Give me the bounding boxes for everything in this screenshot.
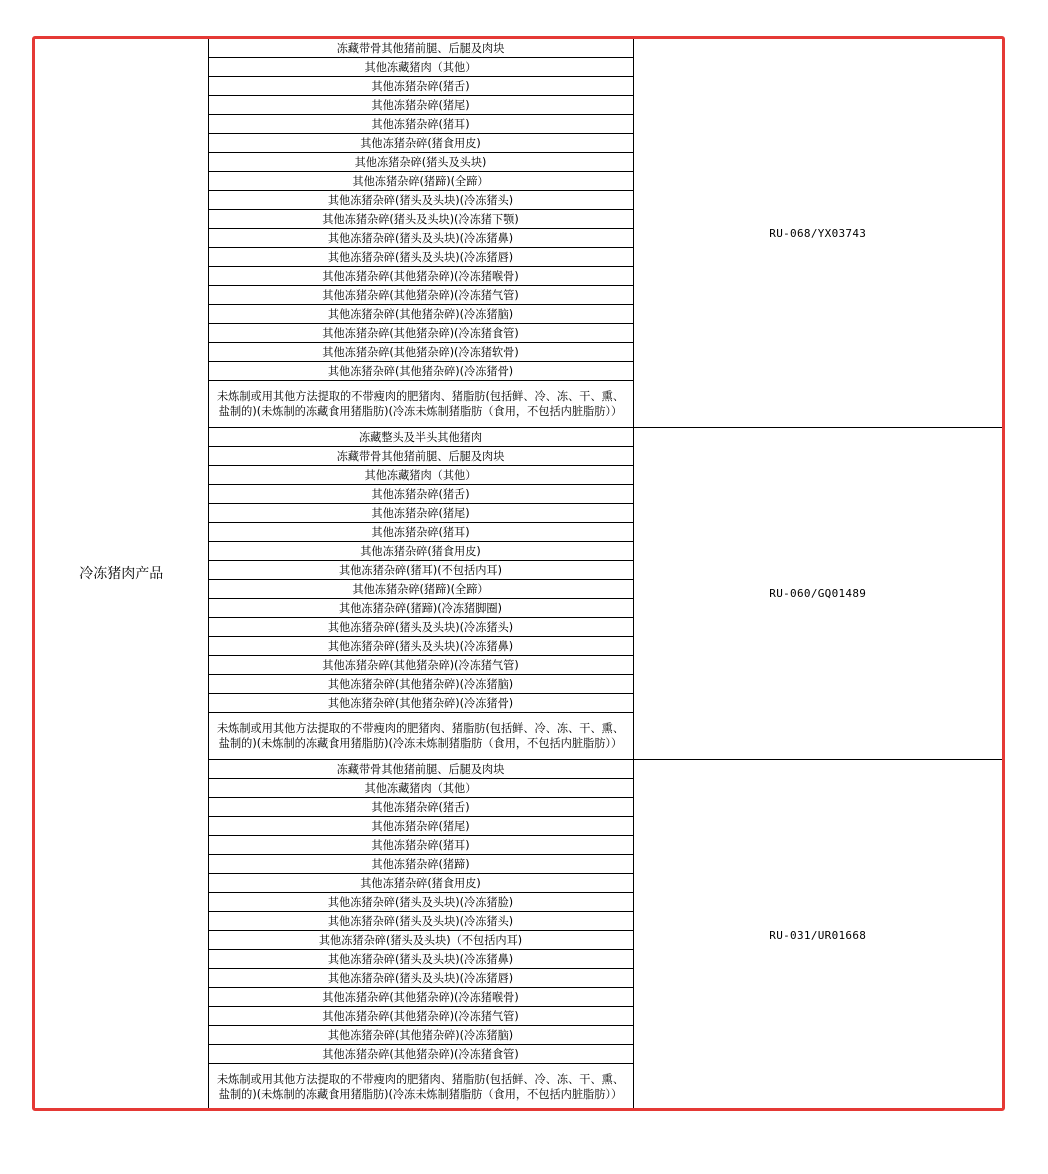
product-item-cell: 其他冻猪杂碎(猪食用皮) (208, 874, 633, 893)
product-item-cell: 其他冻猪杂碎(猪耳) (208, 115, 633, 134)
product-item-cell: 其他冻猪杂碎(其他猪杂碎)(冷冻猪骨) (208, 694, 633, 713)
product-table-body (35, 39, 1002, 1111)
highlight-frame (32, 36, 1005, 1111)
product-item-cell: 其他冻猪杂碎(猪尾) (208, 96, 633, 115)
product-item-cell: 未炼制或用其他方法提取的不带瘦肉的肥猪肉、猪脂肪(包括鲜、冷、冻、干、熏、盐制的)(未炼制的冻藏食用猪脂肪)(冷冻未炼制猪脂肪（食用，不包括内脏脂肪）） (208, 381, 633, 428)
product-item-cell: 其他冻猪杂碎(猪头及头块)(冷冻猪鼻) (208, 637, 633, 656)
product-item-cell: 冻藏带骨其他猪前腿、后腿及肉块 (208, 39, 633, 58)
product-item-cell: 其他冻猪杂碎(猪尾) (208, 504, 633, 523)
product-item-cell: 其他冻猪杂碎(猪蹄) (208, 855, 633, 874)
product-item-cell: 其他冻藏猪肉（其他） (208, 779, 633, 798)
product-item-cell: 其他冻猪杂碎(其他猪杂碎)(冷冻猪气管) (208, 286, 633, 305)
product-item-cell: 其他冻猪杂碎(猪耳) (208, 836, 633, 855)
product-item-cell: 其他冻猪杂碎(猪头及头块)（不包括内耳) (208, 931, 633, 950)
product-item-cell: 其他冻猪杂碎(猪头及头块) (208, 153, 633, 172)
product-item-cell: 其他冻猪杂碎(其他猪杂碎)(冷冻猪食管) (208, 1045, 633, 1064)
product-table (35, 39, 1002, 1111)
product-item-cell: 其他冻猪杂碎(猪耳)(不包括内耳) (208, 561, 633, 580)
product-item-cell: 其他冻猪杂碎(猪头及头块)(冷冻猪鼻) (208, 950, 633, 969)
product-item-cell: 其他冻猪杂碎(其他猪杂碎)(冷冻猪喉骨) (208, 988, 633, 1007)
product-item-cell: 冻藏带骨其他猪前腿、后腿及肉块 (208, 447, 633, 466)
product-item-cell: 其他冻猪杂碎(猪尾) (208, 817, 633, 836)
product-item-cell: 冻藏整头及半头其他猪肉 (208, 428, 633, 447)
product-item-cell: 未炼制或用其他方法提取的不带瘦肉的肥猪肉、猪脂肪(包括鲜、冷、冻、干、熏、盐制的)(未炼制的冻藏食用猪脂肪)(冷冻未炼制猪脂肪（食用，不包括内脏脂肪）） (208, 1064, 633, 1111)
product-item-cell: 其他冻猪杂碎(其他猪杂碎)(冷冻猪喉骨) (208, 267, 633, 286)
product-item-cell: 其他冻猪杂碎(猪头及头块)(冷冻猪头) (208, 191, 633, 210)
product-item-cell: 冻藏带骨其他猪前腿、后腿及肉块 (208, 760, 633, 779)
product-item-cell: 其他冻猪杂碎(猪头及头块)(冷冻猪鼻) (208, 229, 633, 248)
product-item-cell: 其他冻猪杂碎(猪头及头块)(冷冻猪脸) (208, 893, 633, 912)
product-item-cell: 其他冻猪杂碎(猪舌) (208, 798, 633, 817)
category-cell: 冷冻猪肉产品 (35, 39, 208, 1111)
product-item-cell: 其他冻藏猪肉（其他） (208, 466, 633, 485)
product-item-cell: 其他冻猪杂碎(其他猪杂碎)(冷冻猪软骨) (208, 343, 633, 362)
table-row (35, 39, 1002, 58)
product-item-cell: 其他冻猪杂碎(猪头及头块)(冷冻猪下颚) (208, 210, 633, 229)
product-item-cell: 其他冻猪杂碎(其他猪杂碎)(冷冻猪气管) (208, 656, 633, 675)
product-item-cell: 其他冻猪杂碎(猪耳) (208, 523, 633, 542)
product-item-cell: 其他冻猪杂碎(猪舌) (208, 485, 633, 504)
product-item-cell: 其他冻猪杂碎(其他猪杂碎)(冷冻猪脑) (208, 675, 633, 694)
product-item-cell: 其他冻猪杂碎(猪食用皮) (208, 134, 633, 153)
product-item-cell: 其他冻猪杂碎(其他猪杂碎)(冷冻猪脑) (208, 1026, 633, 1045)
registration-code-cell: RU-068/YX03743 (633, 39, 1002, 428)
product-item-cell: 其他冻猪杂碎(猪蹄)(冷冻猪脚圈) (208, 599, 633, 618)
product-item-cell: 其他冻猪杂碎(其他猪杂碎)(冷冻猪骨) (208, 362, 633, 381)
product-item-cell: 其他冻猪杂碎(猪头及头块)(冷冻猪头) (208, 618, 633, 637)
product-item-cell: 其他冻猪杂碎(猪头及头块)(冷冻猪唇) (208, 248, 633, 267)
product-item-cell: 其他冻猪杂碎(其他猪杂碎)(冷冻猪气管) (208, 1007, 633, 1026)
product-item-cell: 其他冻猪杂碎(其他猪杂碎)(冷冻猪脑) (208, 305, 633, 324)
registration-code-cell: RU-031/UR01668 (633, 760, 1002, 1111)
product-item-cell: 其他冻猪杂碎(猪头及头块)(冷冻猪唇) (208, 969, 633, 988)
product-item-cell: 其他冻猪杂碎(猪头及头块)(冷冻猪头) (208, 912, 633, 931)
registration-code-cell: RU-060/GQ01489 (633, 428, 1002, 760)
product-item-cell: 未炼制或用其他方法提取的不带瘦肉的肥猪肉、猪脂肪(包括鲜、冷、冻、干、熏、盐制的)(未炼制的冻藏食用猪脂肪)(冷冻未炼制猪脂肪（食用，不包括内脏脂肪）） (208, 713, 633, 760)
product-item-cell: 其他冻藏猪肉（其他） (208, 58, 633, 77)
product-item-cell: 其他冻猪杂碎(猪舌) (208, 77, 633, 96)
product-item-cell: 其他冻猪杂碎(猪蹄)(全蹄） (208, 172, 633, 191)
product-item-cell: 其他冻猪杂碎(猪食用皮) (208, 542, 633, 561)
product-item-cell: 其他冻猪杂碎(其他猪杂碎)(冷冻猪食管) (208, 324, 633, 343)
product-item-cell: 其他冻猪杂碎(猪蹄)(全蹄） (208, 580, 633, 599)
